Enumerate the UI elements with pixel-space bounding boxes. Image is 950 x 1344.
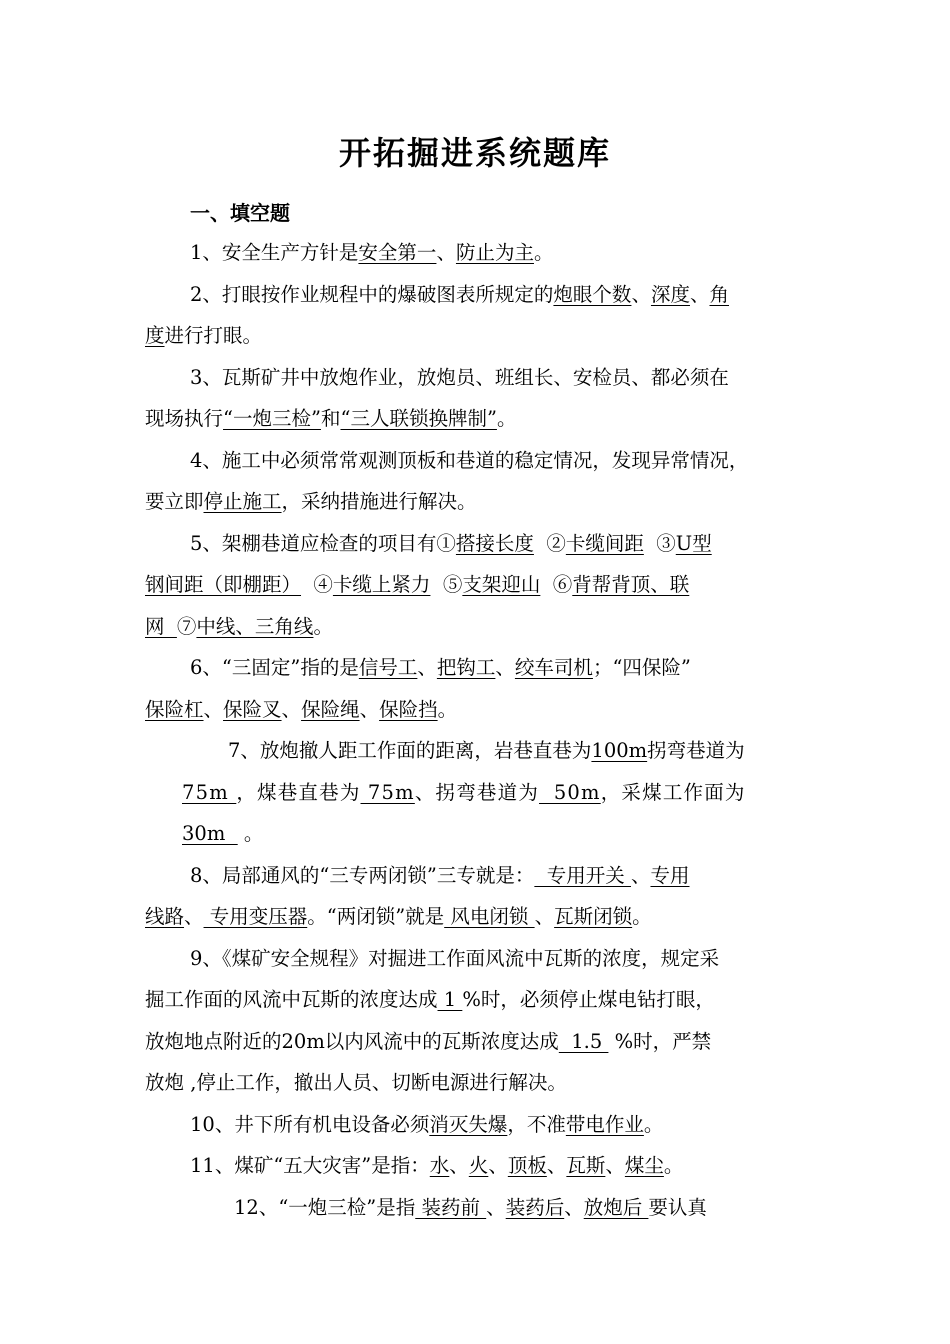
question-5-line-1: 5、架棚巷道应检查的项目有①搭接长度 ②卡缆间距 ③U型 bbox=[190, 532, 712, 555]
question-4-line-2: 要立即停止施工，采纳措施进行解决。 bbox=[145, 490, 477, 513]
answer-blank: 保险叉 bbox=[223, 698, 282, 721]
question-9-line-3: 放炮地点附近的20m以内风流中的瓦斯浓度达成 1.5 %时，严禁 bbox=[145, 1030, 712, 1053]
question-3-line-2: 现场执行“一炮三检”和“三人联锁换牌制”。 bbox=[145, 407, 517, 430]
answer-blank: 火 bbox=[468, 1154, 489, 1177]
answer-blank: 装药前 bbox=[415, 1196, 487, 1219]
answer-blank: 绞车司机 bbox=[514, 656, 593, 679]
answer-blank: 线路 bbox=[145, 905, 185, 928]
answer-blank: 网 bbox=[145, 615, 177, 638]
question-11: 11、煤矿“五大灾害”是指：水、火、顶板、瓦斯、煤尘。 bbox=[190, 1154, 684, 1177]
section-heading: 一、填空题 bbox=[190, 201, 290, 225]
answer-blank: 100m bbox=[591, 739, 648, 762]
answer-blank: 度 bbox=[145, 324, 165, 347]
question-1: 1、安全生产方针是安全第一、防止为主。 bbox=[190, 241, 554, 264]
answer-blank: 卡缆间距 bbox=[565, 532, 644, 555]
answer-blank: 中线、三角线 bbox=[196, 615, 314, 638]
answer-blank: 水 bbox=[429, 1154, 450, 1177]
question-4-line-1: 4、施工中必须常常观测顶板和巷道的稳定情况，发现异常情况， bbox=[190, 449, 749, 472]
question-8-line-2: 线路、 专用变压器。“两闭锁”就是 风电闭锁 、瓦斯闭锁。 bbox=[145, 905, 652, 928]
answer-blank: 专用变压器 bbox=[203, 905, 308, 928]
answer-blank: 背帮背顶、联 bbox=[572, 573, 690, 596]
answer-blank: 煤尘 bbox=[624, 1154, 664, 1177]
question-9-line-2: 掘工作面的风流中瓦斯的浓度达成 1 %时，必须停止煤电钻打眼， bbox=[145, 988, 715, 1011]
answer-blank: 停止施工 bbox=[203, 490, 282, 513]
answer-blank: 30m bbox=[182, 822, 238, 845]
answer-blank: 信号工 bbox=[358, 656, 418, 679]
document-title: 开拓掘进系统题库 bbox=[338, 134, 611, 172]
answer-blank: 带电作业 bbox=[565, 1113, 644, 1136]
answer-blank: 保险杠 bbox=[145, 698, 204, 721]
question-7-line-2: 75m ，煤巷直巷为 75m、拐弯巷道为 50m，采煤工作面为 bbox=[182, 781, 746, 804]
question-10: 10、井下所有机电设备必须消灭失爆，不准带电作业。 bbox=[190, 1113, 664, 1136]
question-8-line-1: 8、局部通风的“三专两闭锁”三专就是： 专用开关 、专用 bbox=[190, 864, 690, 887]
answer-blank: 放炮后 bbox=[583, 1196, 649, 1219]
answer-blank: 75m bbox=[182, 781, 237, 804]
question-3-line-1: 3、瓦斯矿井中放炮作业，放炮员、班组长、安检员、都必须在 bbox=[190, 366, 729, 389]
answer-blank: 支架迎山 bbox=[462, 573, 541, 596]
question-5-line-2: 钢间距（即棚距） ④卡缆上紧力 ⑤支架迎山 ⑥背帮背顶、联 bbox=[145, 573, 690, 596]
answer-blank: 角 bbox=[709, 283, 729, 306]
answer-blank: 安全第一 bbox=[358, 241, 437, 264]
question-2-line-1: 2、打眼按作业规程中的爆破图表所规定的炮眼个数、深度、角 bbox=[190, 283, 729, 306]
answer-blank: 炮眼个数 bbox=[553, 283, 632, 306]
answer-blank: 钢间距（即棚距） bbox=[145, 573, 302, 596]
answer-blank: 卡缆上紧力 bbox=[332, 573, 431, 596]
answer-blank: 专用开关 bbox=[534, 864, 631, 887]
answer-blank: 搭接长度 bbox=[455, 532, 534, 555]
answer-blank: 保险挡 bbox=[379, 698, 438, 721]
answer-blank: 1 bbox=[437, 988, 463, 1011]
question-6-line-1: 6、“三固定”指的是信号工、把钩工、绞车司机；“四保险” bbox=[190, 656, 691, 679]
answer-blank: 风电闭锁 bbox=[444, 905, 535, 928]
answer-blank: 1.5 bbox=[558, 1030, 609, 1053]
question-6-line-2: 保险杠、保险叉、保险绳、保险挡。 bbox=[145, 698, 458, 721]
answer-blank: 瓦斯闭锁 bbox=[554, 905, 633, 928]
answer-blank: “三人联锁换牌制” bbox=[340, 407, 497, 430]
answer-blank: 顶板 bbox=[507, 1154, 547, 1177]
answer-blank: 保险绳 bbox=[301, 698, 360, 721]
question-12-line-1: 12、“一炮三检”是指 装药前 、装药后、放炮后 要认真 bbox=[234, 1196, 707, 1219]
question-7-line-3: 30m 。 bbox=[182, 822, 264, 845]
answer-blank: 50m bbox=[539, 781, 601, 804]
answer-blank: 专用 bbox=[650, 864, 690, 887]
answer-blank: 装药后 bbox=[505, 1196, 565, 1219]
answer-blank: U型 bbox=[675, 532, 712, 555]
question-2-line-2: 度进行打眼。 bbox=[145, 324, 263, 347]
question-9-line-4: 放炮 ,停止工作，撤出人员、切断电源进行解决。 bbox=[145, 1071, 567, 1094]
answer-blank: 75m bbox=[360, 781, 415, 804]
question-9-line-1: 9、《煤矿安全规程》对掘进工作面风流中瓦斯的浓度，规定采 bbox=[190, 947, 720, 970]
answer-blank: 把钩工 bbox=[436, 656, 496, 679]
question-7-line-1: 7、放炮撤人距工作面的距离，岩巷直巷为100m拐弯巷道为 bbox=[228, 739, 745, 762]
answer-blank: 深度 bbox=[650, 283, 690, 306]
answer-blank: “一炮三检” bbox=[223, 407, 321, 430]
answer-blank: 防止为主 bbox=[455, 241, 534, 264]
answer-blank: 瓦斯 bbox=[566, 1154, 606, 1177]
answer-blank: 消灭失爆 bbox=[429, 1113, 508, 1136]
question-5-line-3: 网 ⑦中线、三角线。 bbox=[145, 615, 333, 638]
